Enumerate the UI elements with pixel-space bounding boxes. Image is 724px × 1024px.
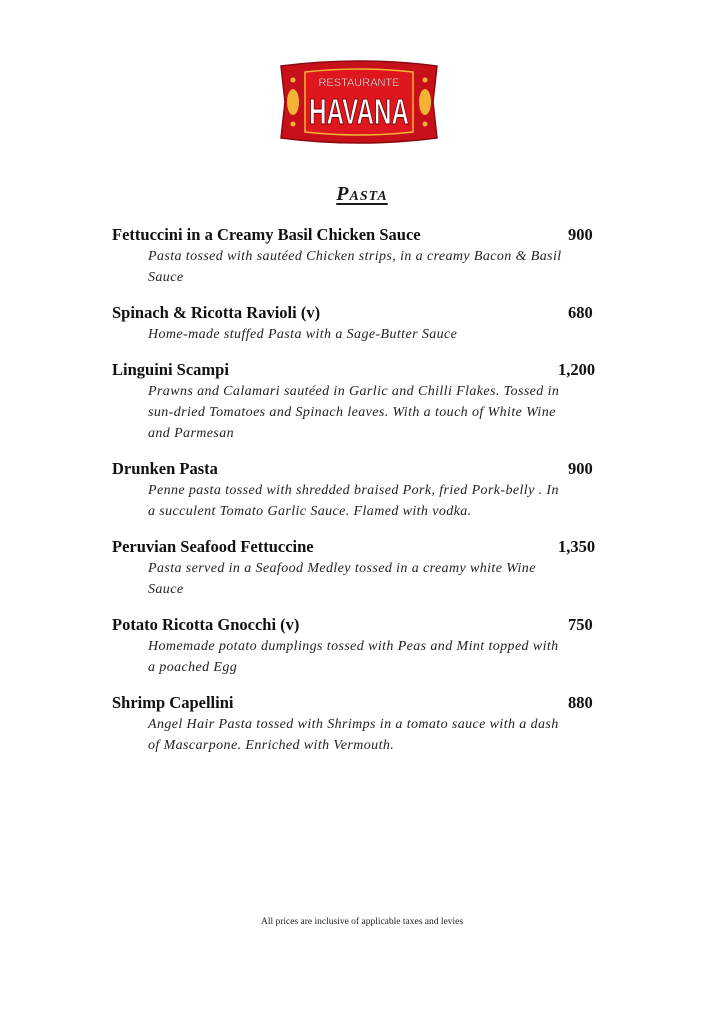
section-title [0, 183, 724, 206]
item-price: 900 [568, 225, 593, 244]
item-name: Shrimp Capellini [112, 693, 234, 712]
item-description: Homemade potato dumplings tossed with Peas and Mint topped with a poached Egg [148, 639, 559, 675]
restaurant-logo [275, 58, 443, 146]
menu-item [112, 458, 612, 522]
item-price: 900 [568, 459, 593, 478]
menu-item [112, 302, 612, 345]
item-price: 680 [568, 303, 593, 322]
menu-item [112, 536, 612, 600]
section-title-text: Pasta [336, 183, 388, 205]
item-name: Fettuccini in a Creamy Basil Chicken Sauce [112, 225, 421, 244]
item-description: Home-made stuffed Pasta with a Sage-Butter Sauce [148, 327, 458, 342]
item-name: Spinach & Ricotta Ravioli (v) [112, 303, 321, 322]
menu-item [112, 614, 612, 678]
menu-item [112, 359, 612, 444]
item-name: Peruvian Seafood Fettuccine [112, 537, 314, 556]
item-price: 880 [568, 693, 593, 712]
item-description: Penne pasta tossed with shredded braised Pork, fried Pork-belly . In a succulent Tomato Garlic Sauce. Flamed with vodka. [148, 483, 559, 519]
item-description: Angel Hair Pasta tossed with Shrimps in a tomato sauce with a dash of Mascarpone. Enriched with Vermouth. [148, 717, 559, 753]
item-price: 1,200 [558, 360, 596, 379]
menu-item [112, 692, 612, 756]
price-disclaimer: All prices are inclusive of applicable taxes and levies [260, 917, 464, 927]
item-description: Prawns and Calamari sautéed in Garlic and Chilli Flakes. Tossed in sun-dried Tomatoes and Spinach leaves. With a touch of White Wine and Parmesan [148, 384, 560, 441]
item-name: Linguini Scampi [112, 360, 229, 379]
svg-text:HAVANA: HAVANA [309, 91, 409, 132]
menu-list [112, 224, 612, 770]
menu-item [112, 224, 612, 288]
item-name: Potato Ricotta Gnocchi (v) [112, 615, 300, 634]
item-price: 1,350 [558, 537, 596, 556]
item-name: Drunken Pasta [112, 459, 218, 478]
item-description: Pasta served in a Seafood Medley tossed in a creamy white Wine Sauce [148, 561, 536, 597]
item-description: Pasta tossed with sautéed Chicken strips, in a creamy Bacon & Basil Sauce [148, 249, 562, 285]
svg-text:RESTAURANTE: RESTAURANTE [318, 77, 400, 89]
havana-logo-icon [275, 58, 443, 146]
item-price: 750 [568, 615, 593, 634]
